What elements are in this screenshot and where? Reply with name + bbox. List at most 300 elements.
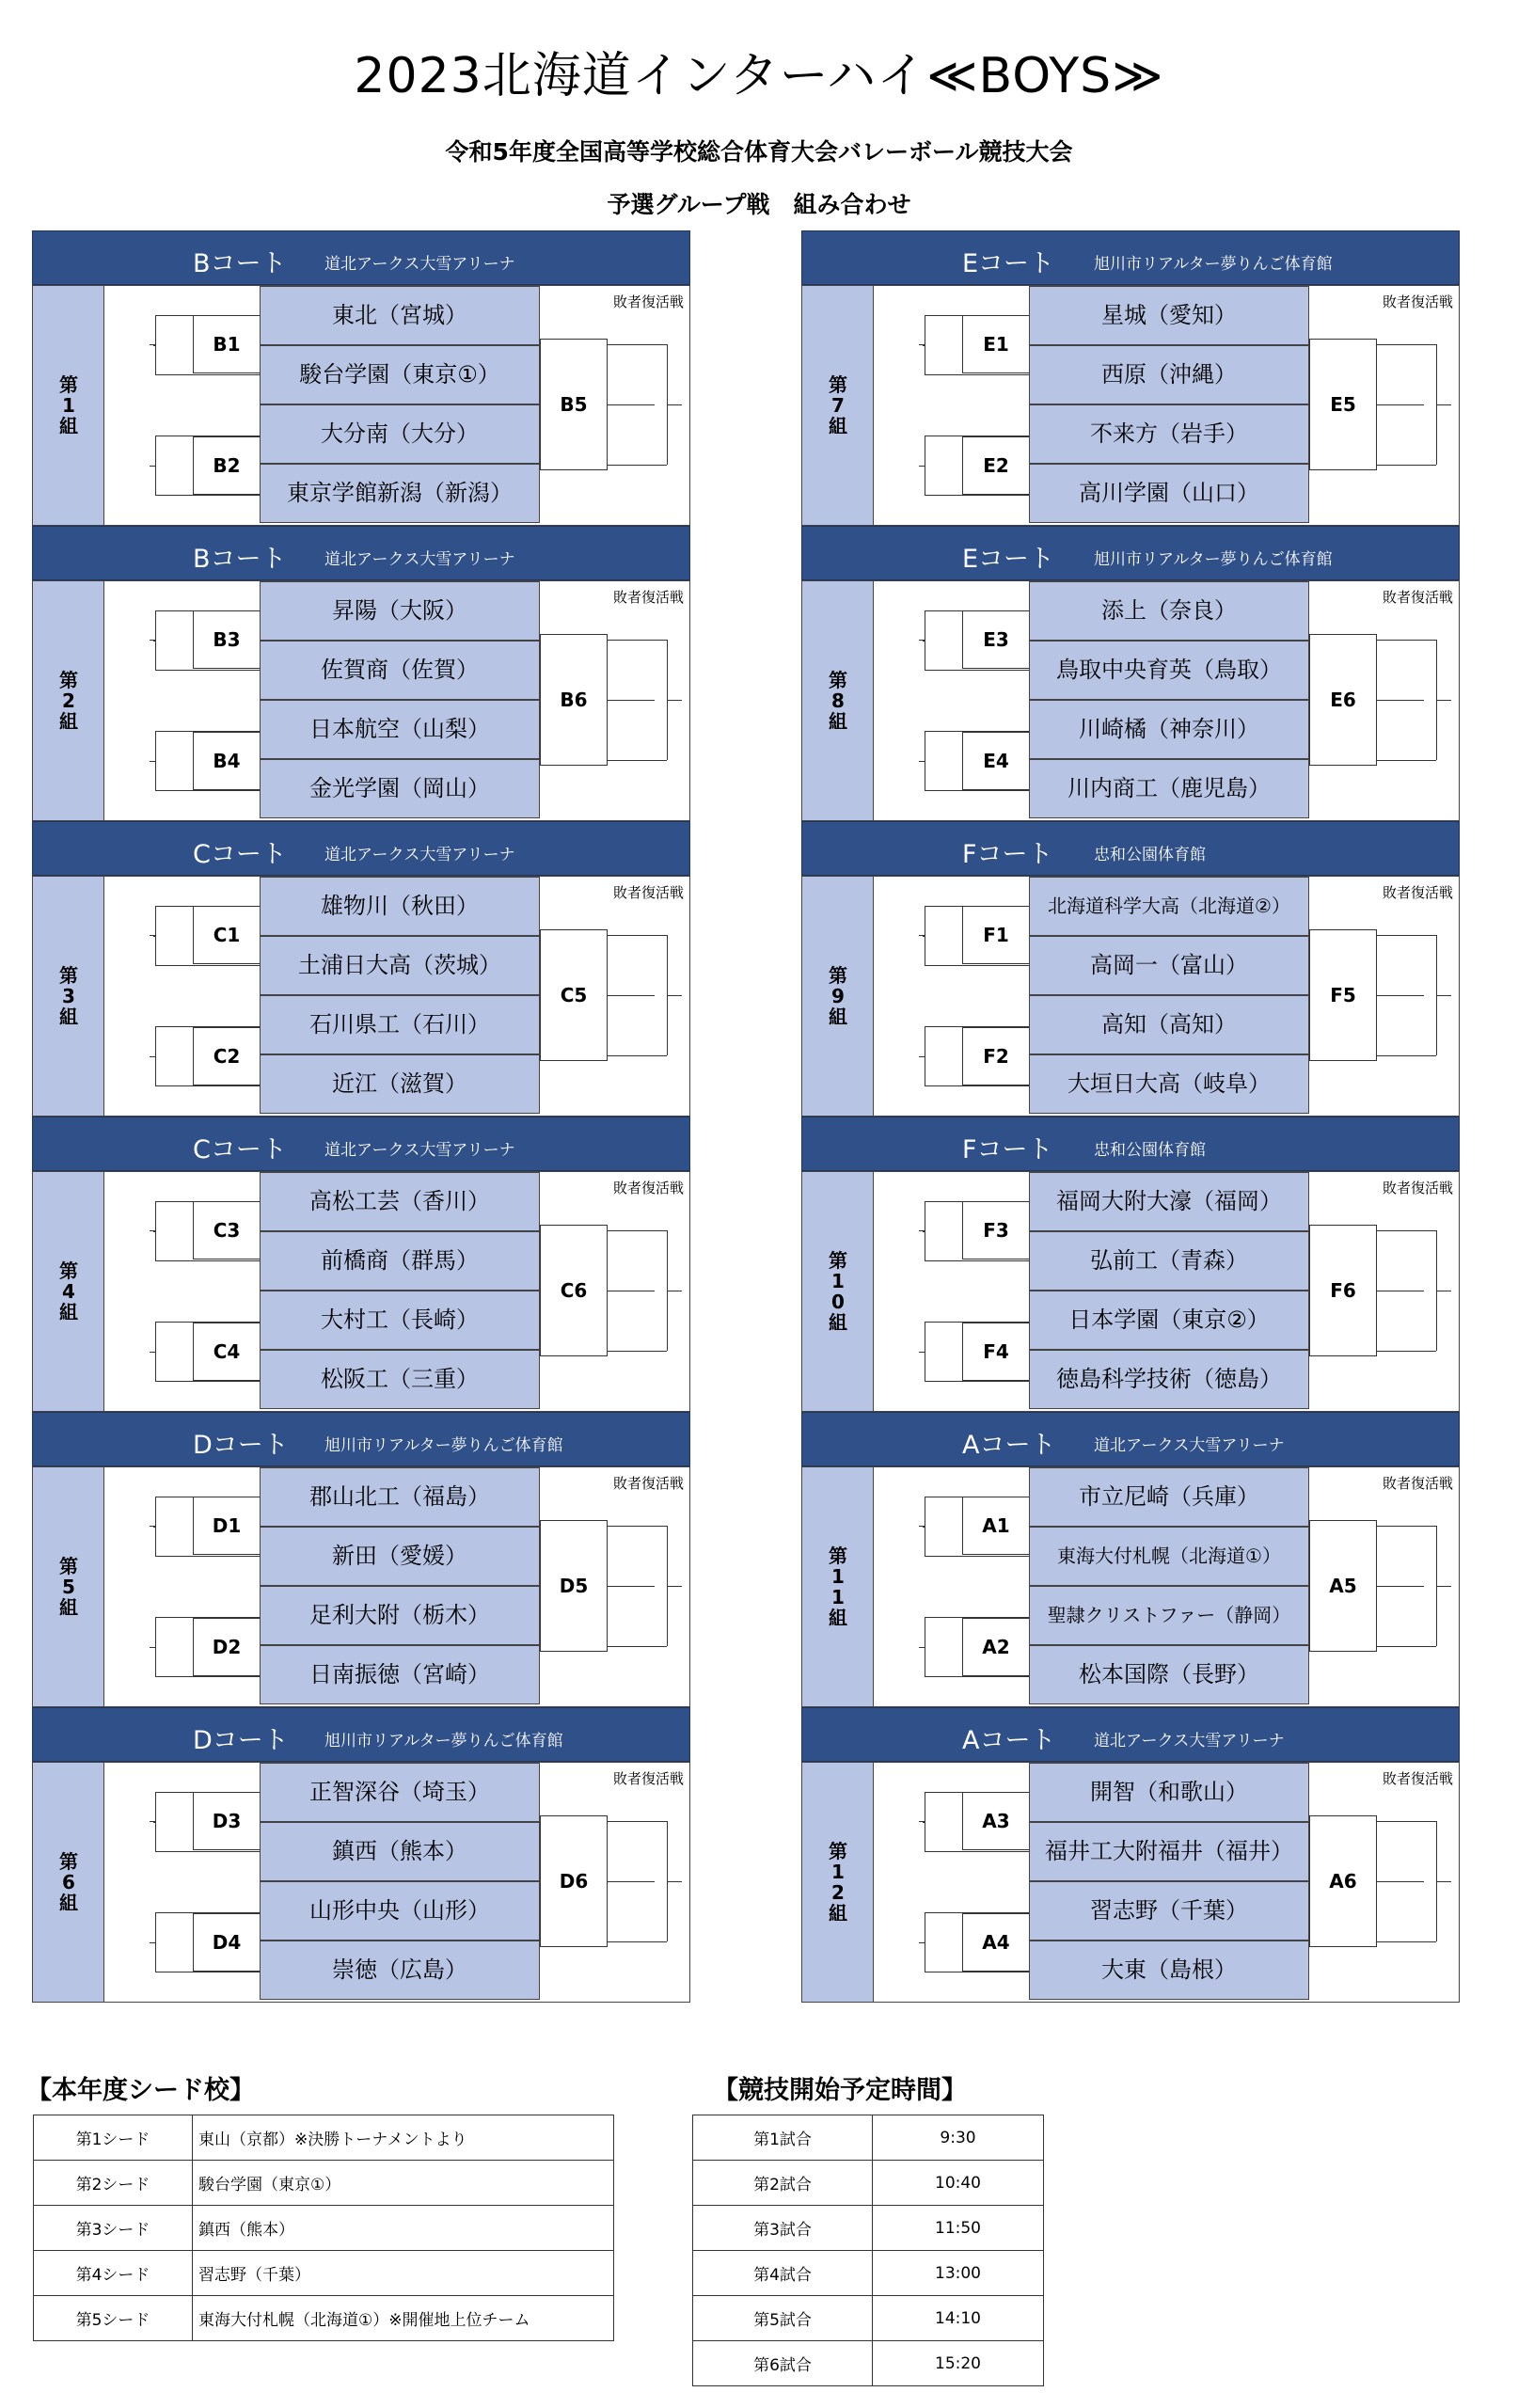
schedule-table — [692, 2115, 1044, 2386]
bracket-line — [667, 404, 682, 405]
group-card — [801, 1412, 1460, 1707]
group-label-char: 1 — [831, 1270, 845, 1292]
first-round-match: C1 — [193, 906, 261, 964]
group-header — [32, 1117, 690, 1171]
group-label — [802, 1467, 874, 1706]
group-header — [801, 526, 1460, 580]
match-number: 第6試合 — [693, 2341, 873, 2386]
seeds-title: 【本年度シード校】 — [26, 2076, 255, 2105]
bracket-stub — [150, 1056, 155, 1057]
tournament-name: 令和5年度全国高等学校総合体育大会バレーボール競技大会 — [445, 138, 1073, 166]
group-label-char: 第 — [59, 373, 78, 396]
repechage-label: 敗者復活戦 — [1383, 1770, 1454, 1787]
bracket-line — [1436, 1586, 1451, 1587]
team-cell: 習志野（千葉） — [1029, 1881, 1309, 1941]
team-cell: 駿台学園（東京①） — [260, 345, 540, 404]
bracket-stub — [919, 1526, 925, 1527]
team-cell: 足利大附（栃木） — [260, 1586, 540, 1645]
group-label-char: 第 — [829, 964, 847, 987]
bracket-line — [667, 995, 682, 996]
team-cell: 山形中央（山形） — [260, 1881, 540, 1941]
group-body — [801, 1171, 1460, 1412]
bracket-line — [155, 1026, 156, 1085]
group-body — [801, 1762, 1460, 2003]
bracket-line — [155, 436, 156, 495]
first-round-match: E2 — [962, 436, 1030, 495]
group-header — [801, 821, 1460, 876]
team-cell: 佐賀商（佐賀） — [260, 641, 540, 700]
group-card — [801, 1117, 1460, 1412]
seed-school: 習志野（千葉） — [193, 2251, 614, 2296]
bracket-line — [155, 1322, 156, 1381]
bracket-line — [155, 670, 260, 671]
group-label-char: 第 — [59, 1259, 78, 1282]
seed-rank: 第4シード — [34, 2251, 193, 2296]
group-label — [802, 1172, 874, 1411]
group-label-char: 組 — [829, 1006, 847, 1028]
bracket-line — [925, 374, 1029, 375]
bracket-line — [925, 1676, 1029, 1677]
repechage-label: 敗者復活戦 — [1383, 589, 1454, 606]
venue-name: 旭川市リアルター夢りんご体育館 — [324, 1732, 563, 1751]
group-body — [801, 1466, 1460, 1707]
first-round-match: F4 — [962, 1323, 1030, 1381]
schedule-row — [693, 2341, 1044, 2386]
seed-row — [34, 2115, 614, 2161]
bracket-line — [608, 1351, 667, 1352]
group-body — [32, 580, 690, 821]
group-body — [801, 285, 1460, 526]
bracket-line — [155, 1381, 260, 1382]
venue-name: 忠和公園体育館 — [1094, 846, 1206, 864]
group-body — [32, 1171, 690, 1412]
group-label — [33, 286, 104, 525]
bracket-line — [155, 315, 156, 374]
court-name: Dコート — [193, 1726, 289, 1755]
bracket-line — [608, 404, 655, 405]
group-label-char: 組 — [59, 1596, 78, 1619]
team-cell: 大分南（大分） — [260, 404, 540, 464]
bracket-line — [608, 1941, 667, 1942]
venue-name: 道北アークス大雪アリーナ — [1094, 1436, 1285, 1455]
first-round-match: B3 — [193, 610, 261, 669]
first-round-match: C3 — [193, 1201, 261, 1259]
bracket-line — [608, 1586, 655, 1587]
bracket-line — [155, 1676, 260, 1677]
bracket-line — [1377, 700, 1424, 701]
schedule-row — [693, 2115, 1044, 2161]
repechage-label: 敗者復活戦 — [613, 1475, 685, 1492]
section-subtitle: 予選グループ戦 組み合わせ — [607, 191, 911, 218]
group-card — [32, 1707, 690, 2003]
seed-rank: 第2シード — [34, 2161, 193, 2206]
bracket-line — [925, 670, 1029, 671]
bracket-stub — [919, 1821, 925, 1822]
team-cell: 大垣日大高（岐阜） — [1029, 1054, 1309, 1114]
bracket-stub — [919, 935, 925, 936]
bracket-line — [925, 1381, 1029, 1382]
venue-name: 旭川市リアルター夢りんご体育館 — [1094, 255, 1333, 274]
bracket-line — [608, 700, 655, 701]
group-label-char: 3 — [62, 985, 75, 1007]
team-cell: 大東（島根） — [1029, 1941, 1309, 2000]
team-cell: 石川県工（石川） — [260, 995, 540, 1054]
repechage-label: 敗者復活戦 — [613, 589, 685, 606]
court-name: Bコート — [193, 545, 287, 574]
repechage-label: 敗者復活戦 — [1383, 1180, 1454, 1196]
group-label-char: 第 — [829, 669, 847, 691]
bracket-line — [608, 935, 667, 936]
repechage-label: 敗者復活戦 — [613, 1770, 685, 1787]
seeds-table — [33, 2115, 614, 2341]
first-round-match: F1 — [962, 906, 1030, 964]
repechage-label: 敗者復活戦 — [613, 1180, 685, 1196]
court-name: Aコート — [962, 1431, 1056, 1460]
bracket-stub — [150, 466, 155, 467]
group-label-char: 第 — [59, 964, 78, 987]
first-round-match: F2 — [962, 1027, 1030, 1085]
team-cell: 星城（愛知） — [1029, 286, 1309, 345]
bracket-line — [155, 906, 156, 965]
group-card — [801, 230, 1460, 526]
group-body — [32, 876, 690, 1117]
seed-school: 東山（京都）※決勝トーナメントより — [193, 2115, 614, 2161]
bracket-stub — [150, 1821, 155, 1822]
bracket-stub — [150, 1942, 155, 1943]
group-label-char: 第 — [829, 1249, 847, 1272]
bracket-line — [1377, 1230, 1436, 1231]
consolation-match: C5 — [540, 929, 608, 1061]
team-cell: 崇徳（広島） — [260, 1941, 540, 2000]
seed-row — [34, 2206, 614, 2251]
court-name: Cコート — [193, 840, 287, 869]
group-label — [33, 1763, 104, 2002]
first-round-match: E4 — [962, 732, 1030, 790]
repechage-label: 敗者復活戦 — [1383, 1475, 1454, 1492]
group-body — [32, 1466, 690, 1707]
group-label — [33, 1467, 104, 1706]
bracket-line — [1436, 404, 1451, 405]
bracket-line — [608, 344, 667, 345]
group-label-char: 2 — [831, 1881, 845, 1904]
repechage-label: 敗者復活戦 — [613, 884, 685, 901]
team-cell: 弘前工（青森） — [1029, 1231, 1309, 1291]
first-round-match: E1 — [962, 315, 1030, 373]
schedule-row — [693, 2296, 1044, 2341]
team-cell: 川内商工（鹿児島） — [1029, 759, 1309, 818]
group-header — [801, 1412, 1460, 1466]
court-name: Fコート — [962, 1135, 1053, 1164]
team-cell: 日南振徳（宮崎） — [260, 1645, 540, 1704]
team-cell: 金光学園（岡山） — [260, 759, 540, 818]
bracket-line — [608, 1821, 667, 1822]
first-round-match: C2 — [193, 1027, 261, 1085]
bracket-stub — [919, 640, 925, 641]
bracket-line — [608, 640, 667, 641]
court-name: Fコート — [962, 840, 1053, 869]
group-label-char: 1 — [831, 1586, 845, 1608]
team-cell: 郡山北工（福島） — [260, 1467, 540, 1527]
bracket-line — [155, 1260, 260, 1261]
group-label-char: 組 — [829, 1311, 847, 1334]
first-round-match: A1 — [962, 1497, 1030, 1555]
consolation-match: E6 — [1309, 634, 1377, 766]
group-label-char: 組 — [829, 710, 847, 733]
team-cell: 高知（高知） — [1029, 995, 1309, 1054]
bracket-line — [1377, 1586, 1424, 1587]
bracket-stub — [150, 640, 155, 641]
match-number: 第1試合 — [693, 2115, 873, 2161]
group-card — [801, 1707, 1460, 2003]
team-cell: 福井工大附福井（福井） — [1029, 1822, 1309, 1881]
consolation-match: D5 — [540, 1520, 608, 1652]
seed-row — [34, 2161, 614, 2206]
group-body — [32, 285, 690, 526]
bracket-line — [155, 1792, 156, 1851]
first-round-match: B1 — [193, 315, 261, 373]
bracket-line — [925, 965, 1029, 966]
bracket-stub — [919, 1352, 925, 1353]
group-label-char: 第 — [829, 1545, 847, 1567]
group-label — [33, 1172, 104, 1411]
bracket-line — [667, 1586, 682, 1587]
venue-name: 道北アークス大雪アリーナ — [324, 550, 515, 569]
bracket-line — [1377, 1351, 1436, 1352]
group-label-char: 1 — [62, 394, 75, 417]
bracket-stub — [150, 1526, 155, 1527]
consolation-match: D6 — [540, 1815, 608, 1947]
start-time: 13:00 — [873, 2251, 1044, 2296]
bracket-line — [608, 1646, 667, 1647]
group-label-char: 1 — [831, 1565, 845, 1588]
repechage-label: 敗者復活戦 — [613, 293, 685, 310]
first-round-match: A3 — [962, 1792, 1030, 1850]
group-card — [32, 1412, 690, 1707]
team-cell: 正智深谷（埼玉） — [260, 1763, 540, 1822]
venue-name: 忠和公園体育館 — [1094, 1141, 1206, 1160]
court-name: Bコート — [193, 249, 287, 278]
court-name: Cコート — [193, 1135, 287, 1164]
bracket-line — [1436, 995, 1451, 996]
first-round-match: D4 — [193, 1913, 261, 1972]
group-label-char: 9 — [831, 985, 845, 1007]
court-name: Eコート — [962, 249, 1055, 278]
seed-rank: 第1シード — [34, 2115, 193, 2161]
bracket-line — [1436, 1881, 1451, 1882]
bracket-line — [608, 1526, 667, 1527]
team-cell: 市立尼崎（兵庫） — [1029, 1467, 1309, 1527]
seed-school: 東海大付札幌（北海道①）※開催地上位チーム — [193, 2296, 614, 2341]
team-cell: 西原（沖縄） — [1029, 345, 1309, 404]
group-label-char: 4 — [62, 1280, 75, 1303]
court-name: Eコート — [962, 545, 1055, 574]
group-label-char: 第 — [829, 373, 847, 396]
seed-rank: 第5シード — [34, 2296, 193, 2341]
group-header — [32, 1707, 690, 1762]
bracket-line — [925, 1085, 1029, 1086]
repechage-label: 敗者復活戦 — [1383, 293, 1454, 310]
group-card — [801, 526, 1460, 821]
bracket-stub — [919, 344, 925, 345]
team-cell: 土浦日大高（茨城） — [260, 936, 540, 995]
group-header — [801, 1117, 1460, 1171]
group-label — [802, 286, 874, 525]
bracket-stub — [919, 761, 925, 762]
bracket-line — [155, 610, 156, 670]
team-cell: 高川学園（山口） — [1029, 464, 1309, 523]
team-cell: 北海道科学大高（北海道②） — [1029, 877, 1309, 936]
team-cell: 松阪工（三重） — [260, 1350, 540, 1409]
first-round-match: F3 — [962, 1201, 1030, 1259]
bracket-line — [1377, 1821, 1436, 1822]
team-cell: 開智（和歌山） — [1029, 1763, 1309, 1822]
group-header — [32, 821, 690, 876]
group-body — [801, 876, 1460, 1117]
group-body — [801, 580, 1460, 821]
bracket-line — [608, 760, 667, 761]
bracket-line — [155, 790, 260, 791]
bracket-line — [608, 1230, 667, 1231]
bracket-line — [1377, 935, 1436, 936]
group-label-char: 2 — [62, 689, 75, 712]
bracket-line — [155, 374, 260, 375]
venue-name: 道北アークス大雪アリーナ — [324, 1141, 515, 1160]
group-label-char: 組 — [59, 1006, 78, 1028]
team-cell: 不来方（岩手） — [1029, 404, 1309, 464]
bracket-line — [925, 495, 1029, 496]
group-label-char: 6 — [62, 1871, 75, 1893]
bracket-line — [1377, 465, 1436, 466]
schedule-row — [693, 2161, 1044, 2206]
group-label-char: 組 — [59, 415, 78, 437]
seed-school: 駿台学園（東京①） — [193, 2161, 614, 2206]
bracket-line — [1377, 640, 1436, 641]
group-label — [802, 581, 874, 820]
bracket-line — [155, 1085, 260, 1086]
group-label-char: 組 — [59, 1892, 78, 1914]
page-title: 2023北海道インターハイ≪BOYS≫ — [354, 48, 1164, 104]
bracket-line — [155, 1617, 156, 1676]
group-label-char: 8 — [831, 689, 845, 712]
bracket-line — [608, 1055, 667, 1056]
bracket-stub — [919, 1647, 925, 1648]
team-cell: 添上（奈良） — [1029, 581, 1309, 641]
bracket-stub — [150, 1230, 155, 1231]
bracket-line — [1377, 1646, 1436, 1647]
group-card — [32, 821, 690, 1117]
match-number: 第3試合 — [693, 2206, 873, 2251]
group-card — [32, 1117, 690, 1412]
bracket-line — [608, 1881, 655, 1882]
seed-school: 鎮西（熊本） — [193, 2206, 614, 2251]
team-cell: 大村工（長崎） — [260, 1291, 540, 1350]
team-cell: 日本学園（東京②） — [1029, 1291, 1309, 1350]
group-label-char: 第 — [59, 669, 78, 691]
team-cell: 松本国際（長野） — [1029, 1645, 1309, 1704]
consolation-match: A6 — [1309, 1815, 1377, 1947]
venue-name: 道北アークス大雪アリーナ — [1094, 1732, 1285, 1751]
bracket-stub — [150, 761, 155, 762]
start-time: 14:10 — [873, 2296, 1044, 2341]
bracket-line — [155, 1851, 260, 1852]
bracket-line — [1377, 1941, 1436, 1942]
team-cell: 雄物川（秋田） — [260, 877, 540, 936]
bracket-line — [155, 731, 156, 790]
group-label-char: 7 — [831, 394, 845, 417]
bracket-line — [155, 1912, 156, 1972]
start-time: 10:40 — [873, 2161, 1044, 2206]
bracket-line — [1377, 1526, 1436, 1527]
team-cell: 東京学館新潟（新潟） — [260, 464, 540, 523]
group-label-char: 第 — [59, 1555, 78, 1577]
consolation-match: B5 — [540, 339, 608, 470]
bracket-line — [608, 465, 667, 466]
bracket-line — [925, 1556, 1029, 1557]
team-cell: 近江（滋賀） — [260, 1054, 540, 1114]
venue-name: 道北アークス大雪アリーナ — [324, 255, 515, 274]
team-cell: 川崎橘（神奈川） — [1029, 700, 1309, 759]
consolation-match: C6 — [540, 1225, 608, 1356]
court-name: Aコート — [962, 1726, 1056, 1755]
team-cell: 聖隷クリストファー（静岡） — [1029, 1586, 1309, 1645]
first-round-match: D1 — [193, 1497, 261, 1555]
team-cell: 新田（愛媛） — [260, 1527, 540, 1586]
bracket-stub — [150, 1647, 155, 1648]
group-label-char: 第 — [829, 1840, 847, 1862]
group-card — [32, 230, 690, 526]
bracket-line — [667, 1881, 682, 1882]
group-card — [32, 526, 690, 821]
start-time: 11:50 — [873, 2206, 1044, 2251]
bracket-line — [155, 1556, 260, 1557]
group-label-char: 組 — [829, 415, 847, 437]
match-number: 第4試合 — [693, 2251, 873, 2296]
first-round-match: A4 — [962, 1913, 1030, 1972]
schedule-title: 【競技開始予定時間】 — [713, 2076, 967, 2105]
bracket-stub — [150, 935, 155, 936]
venue-name: 旭川市リアルター夢りんご体育館 — [324, 1436, 563, 1455]
consolation-match: A5 — [1309, 1520, 1377, 1652]
group-label — [802, 877, 874, 1116]
bracket-line — [925, 1851, 1029, 1852]
bracket-line — [667, 700, 682, 701]
first-round-match: C4 — [193, 1323, 261, 1381]
bracket-stub — [919, 1056, 925, 1057]
first-round-match: B2 — [193, 436, 261, 495]
team-cell: 昇陽（大阪） — [260, 581, 540, 641]
repechage-label: 敗者復活戦 — [1383, 884, 1454, 901]
team-cell: 高岡一（富山） — [1029, 936, 1309, 995]
group-label-char: 第 — [59, 1850, 78, 1873]
group-label — [33, 877, 104, 1116]
team-cell: 前橋商（群馬） — [260, 1231, 540, 1291]
group-label-char: 0 — [831, 1291, 845, 1313]
group-label-char: 組 — [59, 1301, 78, 1323]
start-time: 15:20 — [873, 2341, 1044, 2386]
first-round-match: E3 — [962, 610, 1030, 669]
group-label-char: 組 — [829, 1607, 847, 1629]
team-cell: 鎮西（熊本） — [260, 1822, 540, 1881]
team-cell: 東北（宮城） — [260, 286, 540, 345]
team-cell: 福岡大附大濠（福岡） — [1029, 1172, 1309, 1231]
group-header — [801, 1707, 1460, 1762]
bracket-line — [1436, 700, 1451, 701]
first-round-match: B4 — [193, 732, 261, 790]
group-header — [801, 230, 1460, 285]
team-cell: 高松工芸（香川） — [260, 1172, 540, 1231]
bracket-line — [1377, 1055, 1436, 1056]
venue-name: 旭川市リアルター夢りんご体育館 — [1094, 550, 1333, 569]
